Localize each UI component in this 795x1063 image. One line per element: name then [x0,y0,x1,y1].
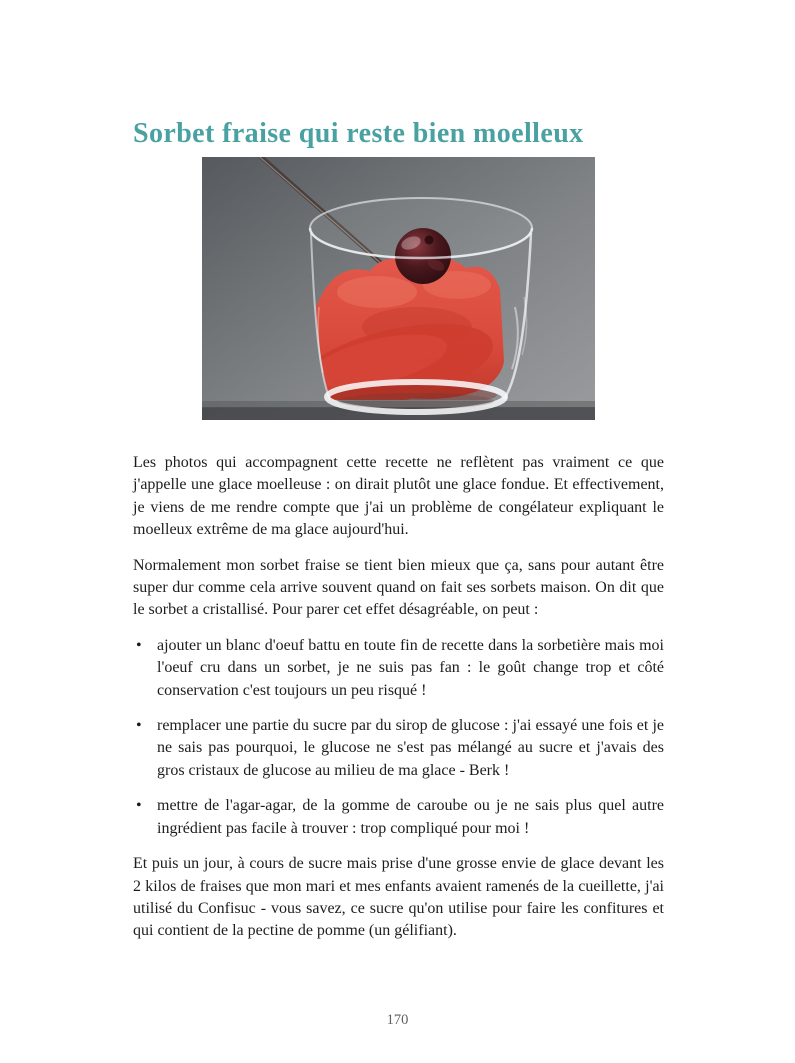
sorbet-photo-graphic [202,157,595,420]
list-item [133,715,664,782]
intro-paragraph-1: Les photos qui accompagnent cette recette ne reflètent pas vraiment ce que j'appelle une glace moelleuse : on dirait plutôt une glace fondue. Et effectivement, je viens de me rendre compte que j'ai un problème de congélateur expliquant le moelleux extrême de ma glace aujourd'hui. [133,454,664,539]
bullet-marker: • [136,717,142,735]
sorbet-photo [202,157,595,420]
page-title: Sorbet fraise qui reste bien moelleux [133,117,584,149]
bullet-marker: • [136,636,142,654]
list-item [133,635,664,702]
tips-list [133,635,664,840]
closing-paragraph: Et puis un jour, à cours de sucre mais prise d'une grosse envie de glace devant les 2 kilos de fraises que mon mari et mes enfants avaient ramenés de la cueillette, j'ai utilisé du Confisuc - vous savez, ce sucre qu'on utilise pour faire les confitures et qui contient de la pectine de pomme (un gélifiant). [133,855,664,940]
intro-paragraph-2: Normalement mon sorbet fraise se tient bien mieux que ça, sans pour autant être super dur comme cela arrive souvent quand on fait ses sorbets maison. On dit que le sorbet a cristallisé. Pour parer cet effet désagréable, on peut : [133,556,664,619]
page-number: 170 [386,1012,409,1028]
list-item-text: remplacer une partie du sucre par du sirop de glucose : j'ai essayé une fois et je ne sais pas pourquoi, le glucose ne s'est pas mélangé au sucre et j'avais des gros cristaux de glucose au milieu de ma glace - Berk ! [157,717,664,779]
body-text [133,452,664,943]
cherry [395,228,451,284]
list-item-text: mettre de l'agar-agar, de la gomme de caroube ou je ne sais plus quel autre ingrédient pas facile à trouver : trop compliqué pour moi ! [157,797,664,837]
list-item [133,795,664,840]
bullet-marker: • [136,797,142,815]
list-item-text: ajouter un blanc d'oeuf battu en toute fin de recette dans la sorbetière mais moi l'oeuf cru dans un sorbet, je ne suis pas fan : le goût change trop et côté conservation c'est toujours un peu risqué ! [157,636,664,699]
